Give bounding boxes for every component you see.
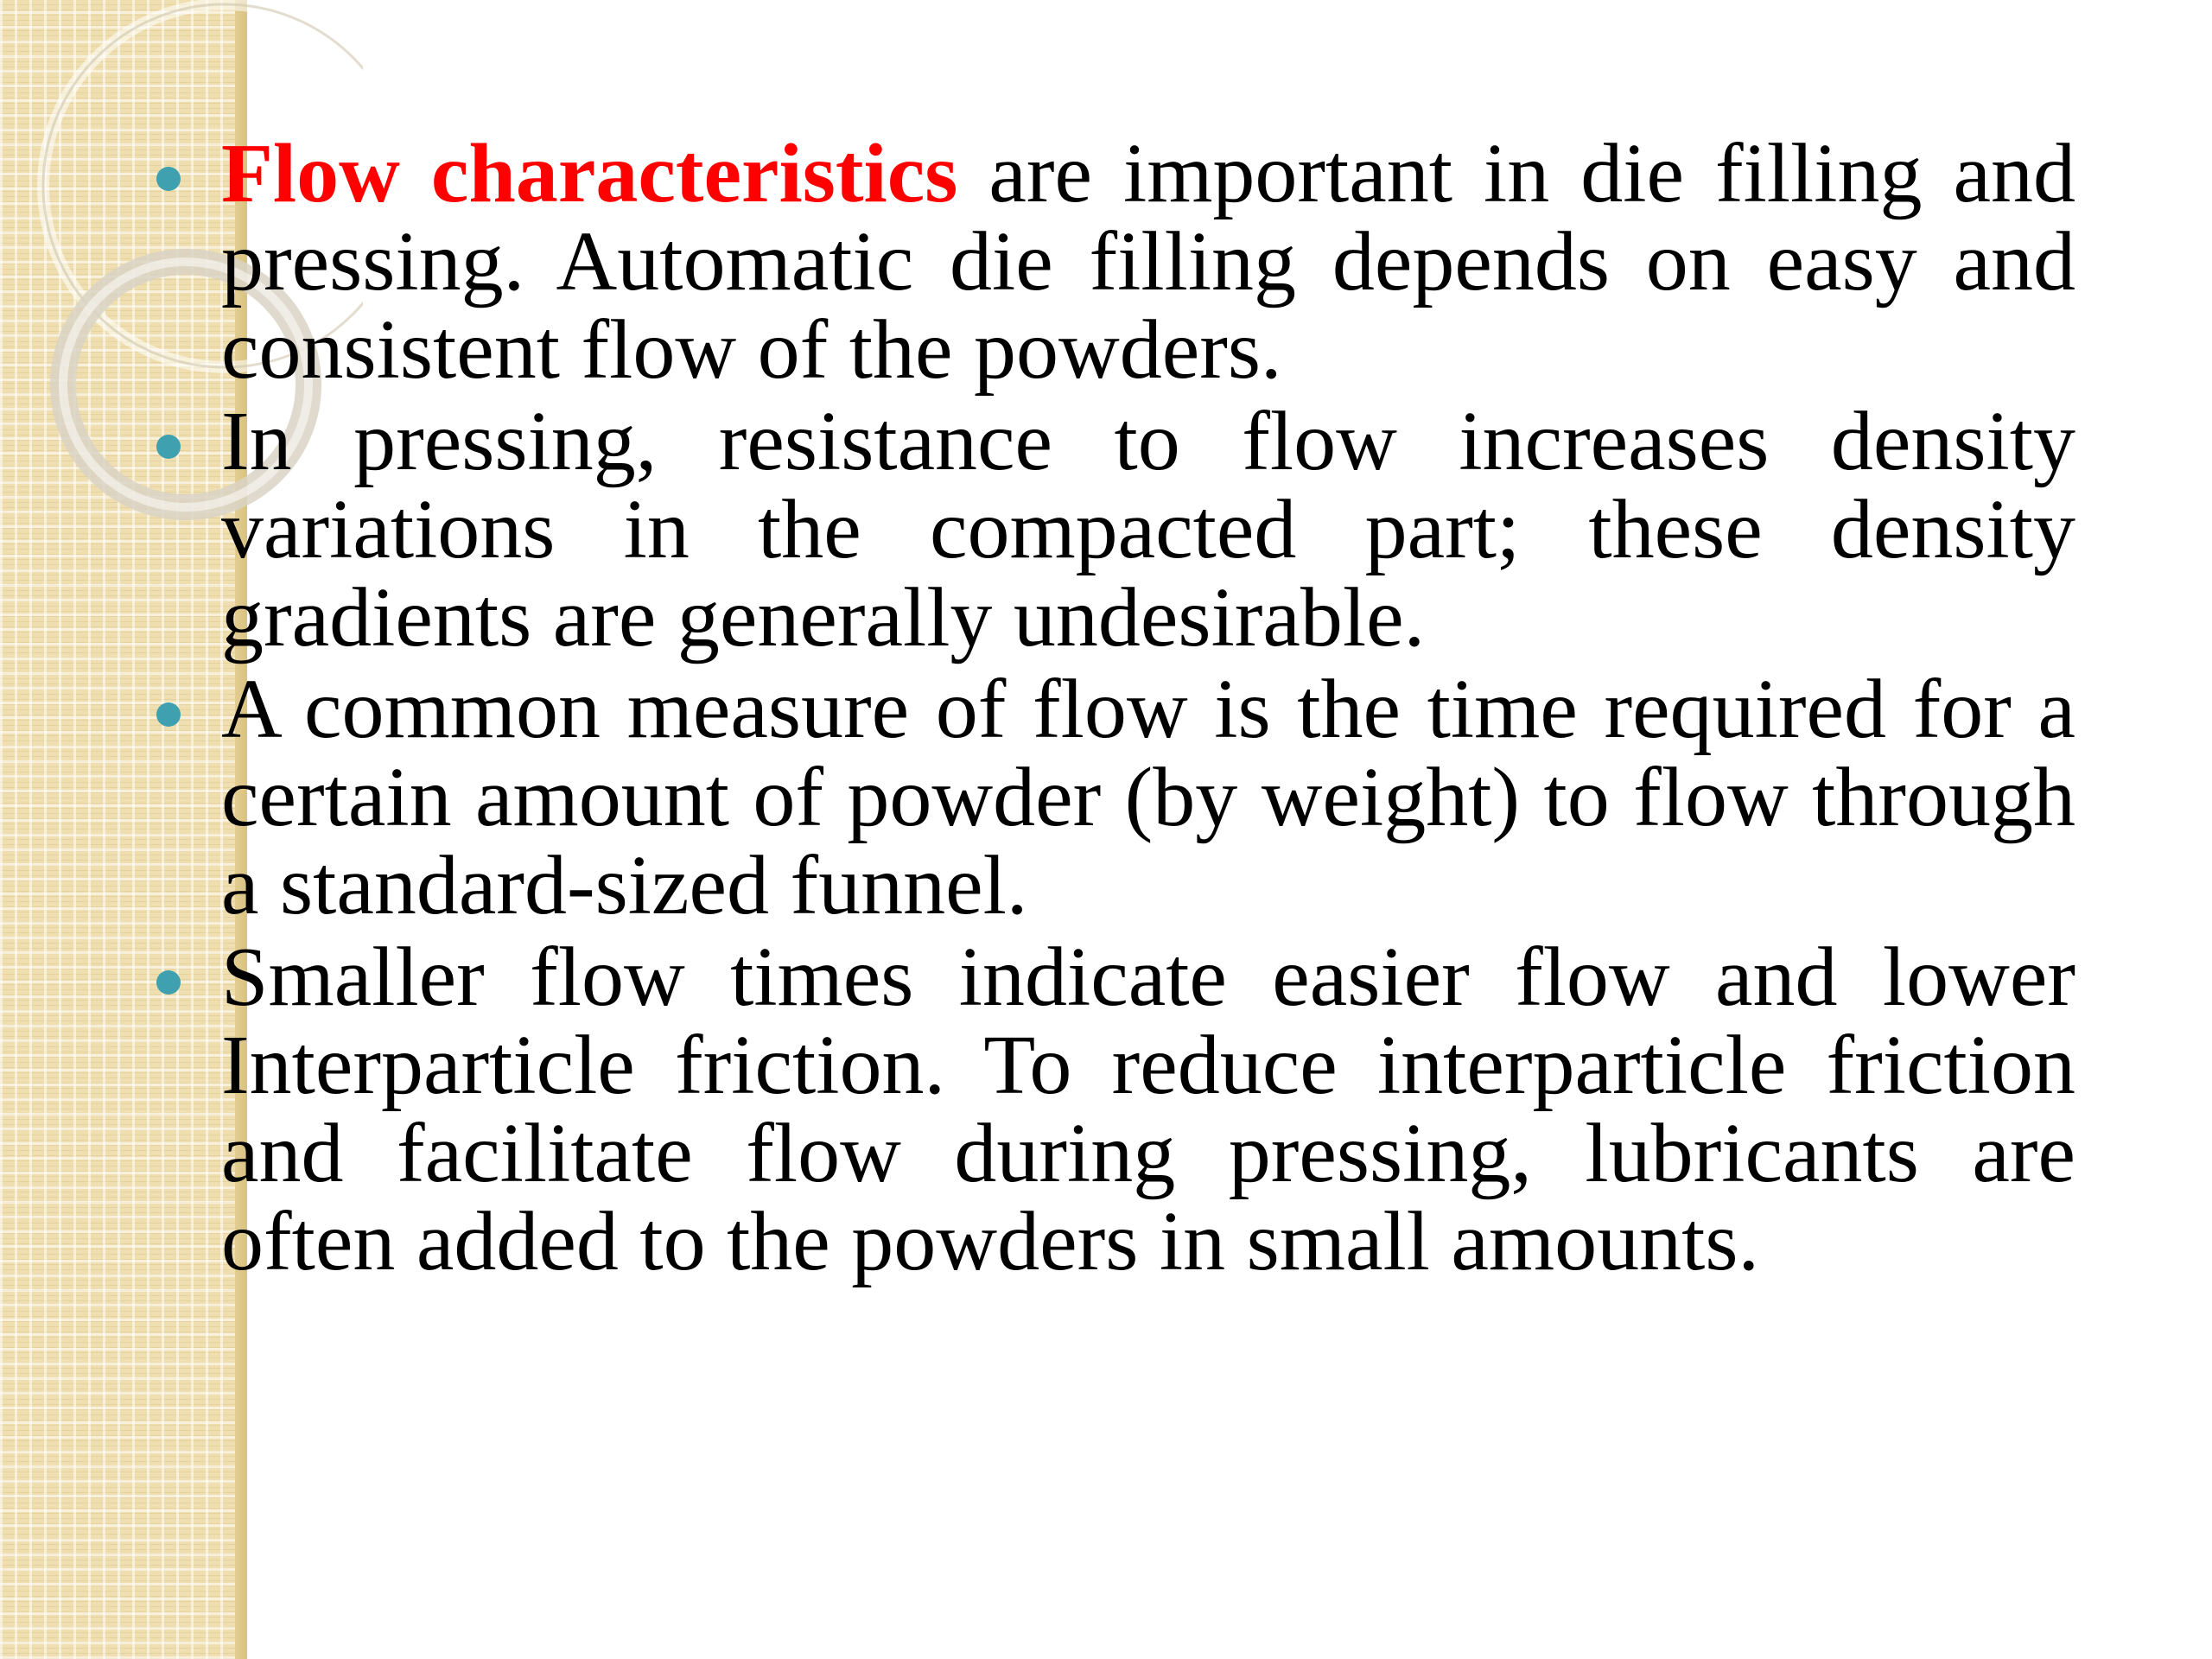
slide-content [221,127,2075,1289]
bullet-item-4 [221,933,2075,1286]
bullet-text: are important in die filling and pressing. Automatic die filling depends on easy and consistent flow of the powders. [221,127,2075,397]
bullet-dot-icon [156,702,181,727]
bullet-dot-icon [156,970,181,995]
bullet-text: In pressing, resistance to flow increases density variations in the compacted part; these density gradients are generally undesirable. [221,395,2075,664]
bullet-dot-icon [156,167,181,191]
bullet-dot-icon [156,435,181,459]
bullet-item-1 [221,127,2075,397]
bullet-text: Smaller flow times indicate easier flow and lower Interparticle friction. To reduce interparticle friction and facilitate flow during pressing, lubricants are often added to the powders in small amounts. [221,931,2075,1288]
bullet-text: A common measure of flow is the time required for a certain amount of powder (by weight) to flow through a standard-sized funnel. [221,663,2075,932]
highlight-term: Flow characteristics [221,127,958,220]
bullet-item-3 [221,665,2075,930]
bullet-item-2 [221,397,2075,662]
